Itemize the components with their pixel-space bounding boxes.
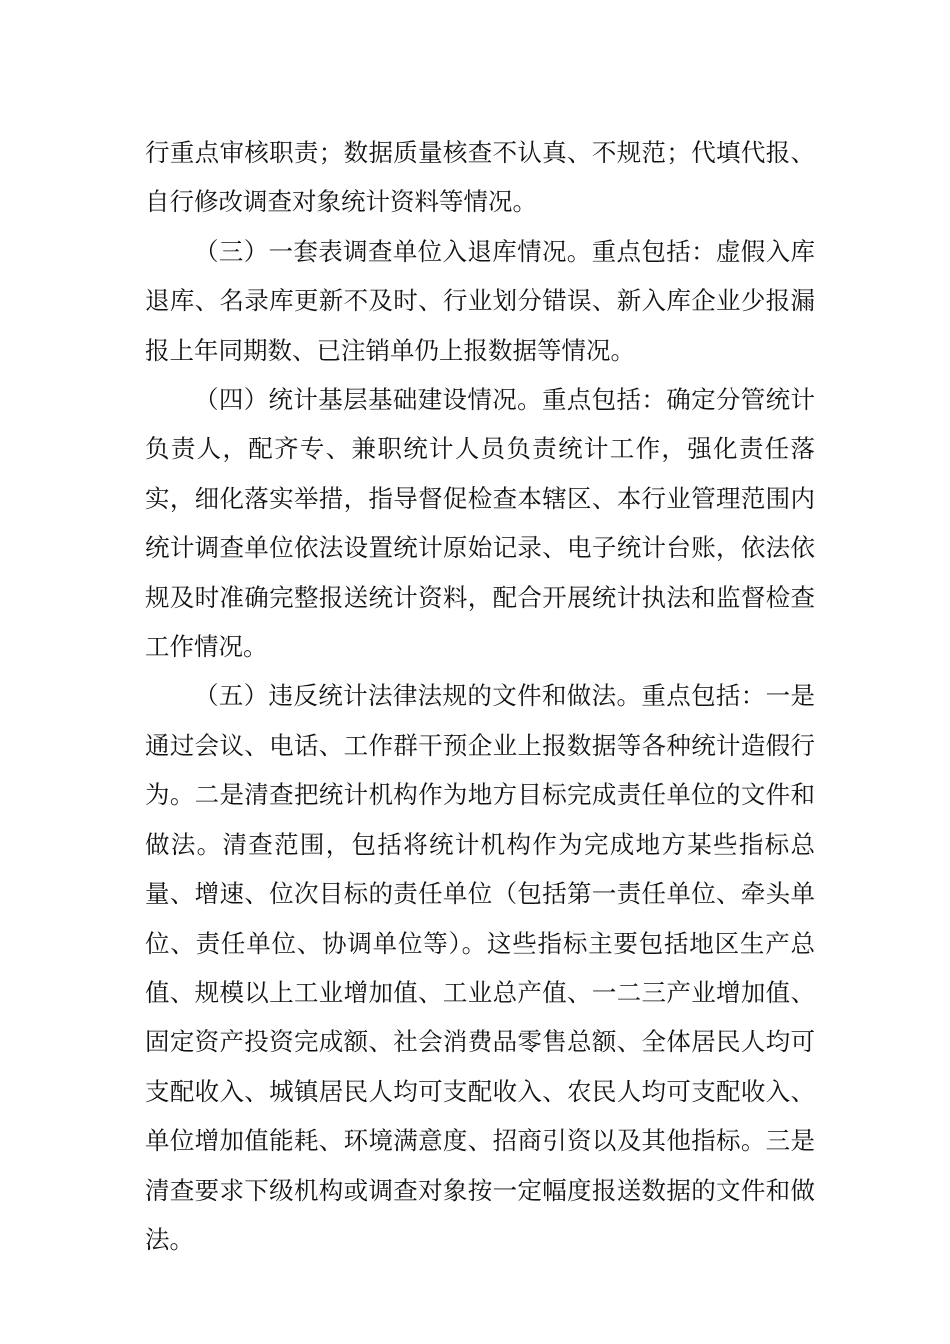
- paragraph-section-3: （三）一套表调查单位入退库情况。重点包括：虚假入库退库、名录库更新不及时、行业划分错误、新入库企业少报漏报上年同期数、已注销单仍上报数据等情况。: [145, 236, 815, 365]
- paragraph-continuation: 行重点审核职责；数据质量核查不认真、不规范；代填代报、自行修改调查对象统计资料等情况。: [145, 138, 815, 217]
- document-body: [145, 128, 815, 1264]
- paragraph-section-5: （五）违反统计法律法规的文件和做法。重点包括：一是通过会议、电话、工作群干预企业上报数据等各种统计造假行为。二是清查把统计机构作为地方目标完成责任单位的文件和做法。清查范围，包括将统计机构作为完成地方某些指标总量、增速、位次目标的责任单位（包括第一责任单位、牵头单位、责任单位、协调单位等）。这些指标主要包括地区生产总值、规模以上工业增加值、工业总产值、一二三产业增加值、固定资产投资完成额、社会消费品零售总额、全体居民人均可支配收入、城镇居民人均可支配收入、农民人均可支配收入、单位增加值能耗、环境满意度、招商引资以及其他指标。三是清查要求下级机构或调查对象按一定幅度报送数据的文件和做法。: [145, 681, 815, 1254]
- paragraph-section-4: （四）统计基层基础建设情况。重点包括：确定分管统计负责人，配齐专、兼职统计人员负责统计工作，强化责任落实，细化落实举措，指导督促检查本辖区、本行业管理范围内统计调查单位依法设置统计原始记录、电子统计台账，依法依规及时准确完整报送统计资料，配合开展统计执法和监督检查工作情况。: [145, 385, 815, 662]
